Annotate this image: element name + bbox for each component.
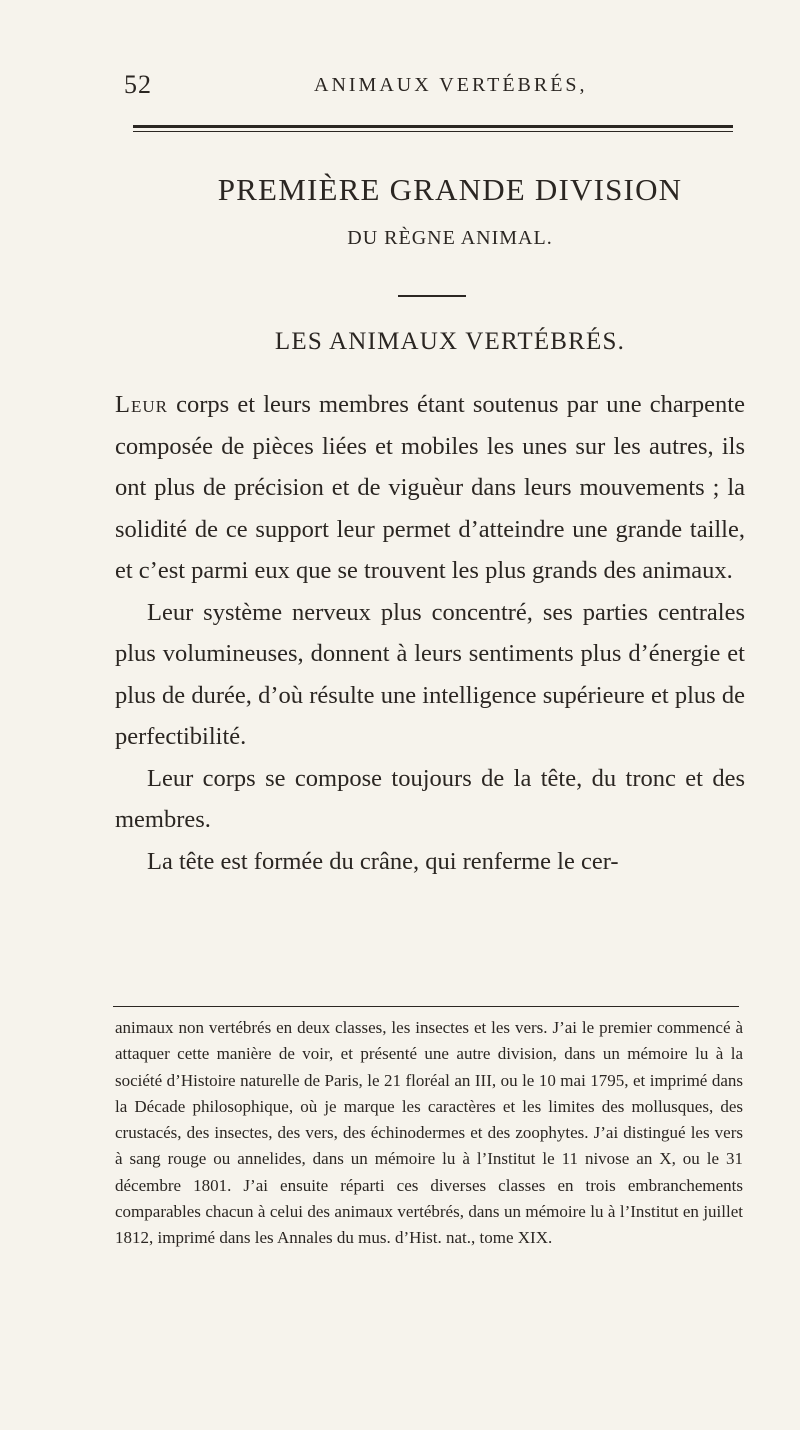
paragraph: Leur corps se compose toujours de la tête, du tronc et des membres.: [115, 764, 745, 833]
section-title: LES ANIMAUX VERTÉBRÉS.: [274, 328, 626, 355]
paragraph-text: corps et leurs membres étant soutenus par une charpente composée de pièces liées et mobiles les unes sur les autres, ils ont plus de précision et de viguèur dans leurs mouvements ; la solidité de ce support leur permet d’atteindre une grande taille, et c’est parmi eux que se trouvent les plus grands des animaux.: [115, 391, 745, 584]
footnote-rule: [113, 1006, 739, 1007]
body-text: [115, 384, 745, 882]
paragraph: [115, 384, 745, 592]
division-title: PREMIÈRE GRANDE DIVISION: [217, 172, 683, 207]
section-divider: [398, 295, 466, 297]
running-title: ANIMAUX VERTÉBRÉS,: [314, 74, 588, 96]
paragraph: Leur système nerveux plus concentré, ses parties centrales plus volumineuses, donnent à leurs sentiments plus d’énergie et plus de durée, d’où résulte une intelligence supérieure et plus de perfectibilité.: [115, 598, 745, 750]
paragraph-lead-word: Leur: [115, 391, 168, 418]
header-rule-thick: [133, 125, 733, 128]
paragraph: La tête est formée du crâne, qui renferme le cer-: [147, 847, 619, 875]
footnote-text: animaux non vertébrés en deux classes, les insectes et les vers. J’ai le premier commencé à attaquer cette manière de voir, et présenté une autre division, dans un mémoire lu à la société d’Histoire naturelle de Paris, le 21 floréal an III, ou le 10 mai 1795, et imprimé dans la Décade philosophique, où je marque les caractères et les limites des mollusques, des crustacés, des insectes, des vers, des échinodermes et des zoophytes. J’ai distingué les vers à sang rouge ou annelides, dans un mémoire lu à l’Institut le 11 nivose an X, ou le 31 décembre 1801. J’ai ensuite réparti ces diverses classes en trois embranchements comparables chacun à celui des animaux vertébrés, dans un mémoire lu à l’Institut en juillet 1812, imprimé dans les Annales du mus. d’Hist. nat., tome XIX.: [115, 1018, 743, 1248]
header-rule-thin: [133, 131, 733, 132]
running-head: [124, 70, 724, 110]
division-subtitle: DU RÈGNE ANIMAL.: [347, 227, 553, 249]
footnote: [115, 1015, 743, 1252]
page-number: 52: [124, 70, 152, 99]
